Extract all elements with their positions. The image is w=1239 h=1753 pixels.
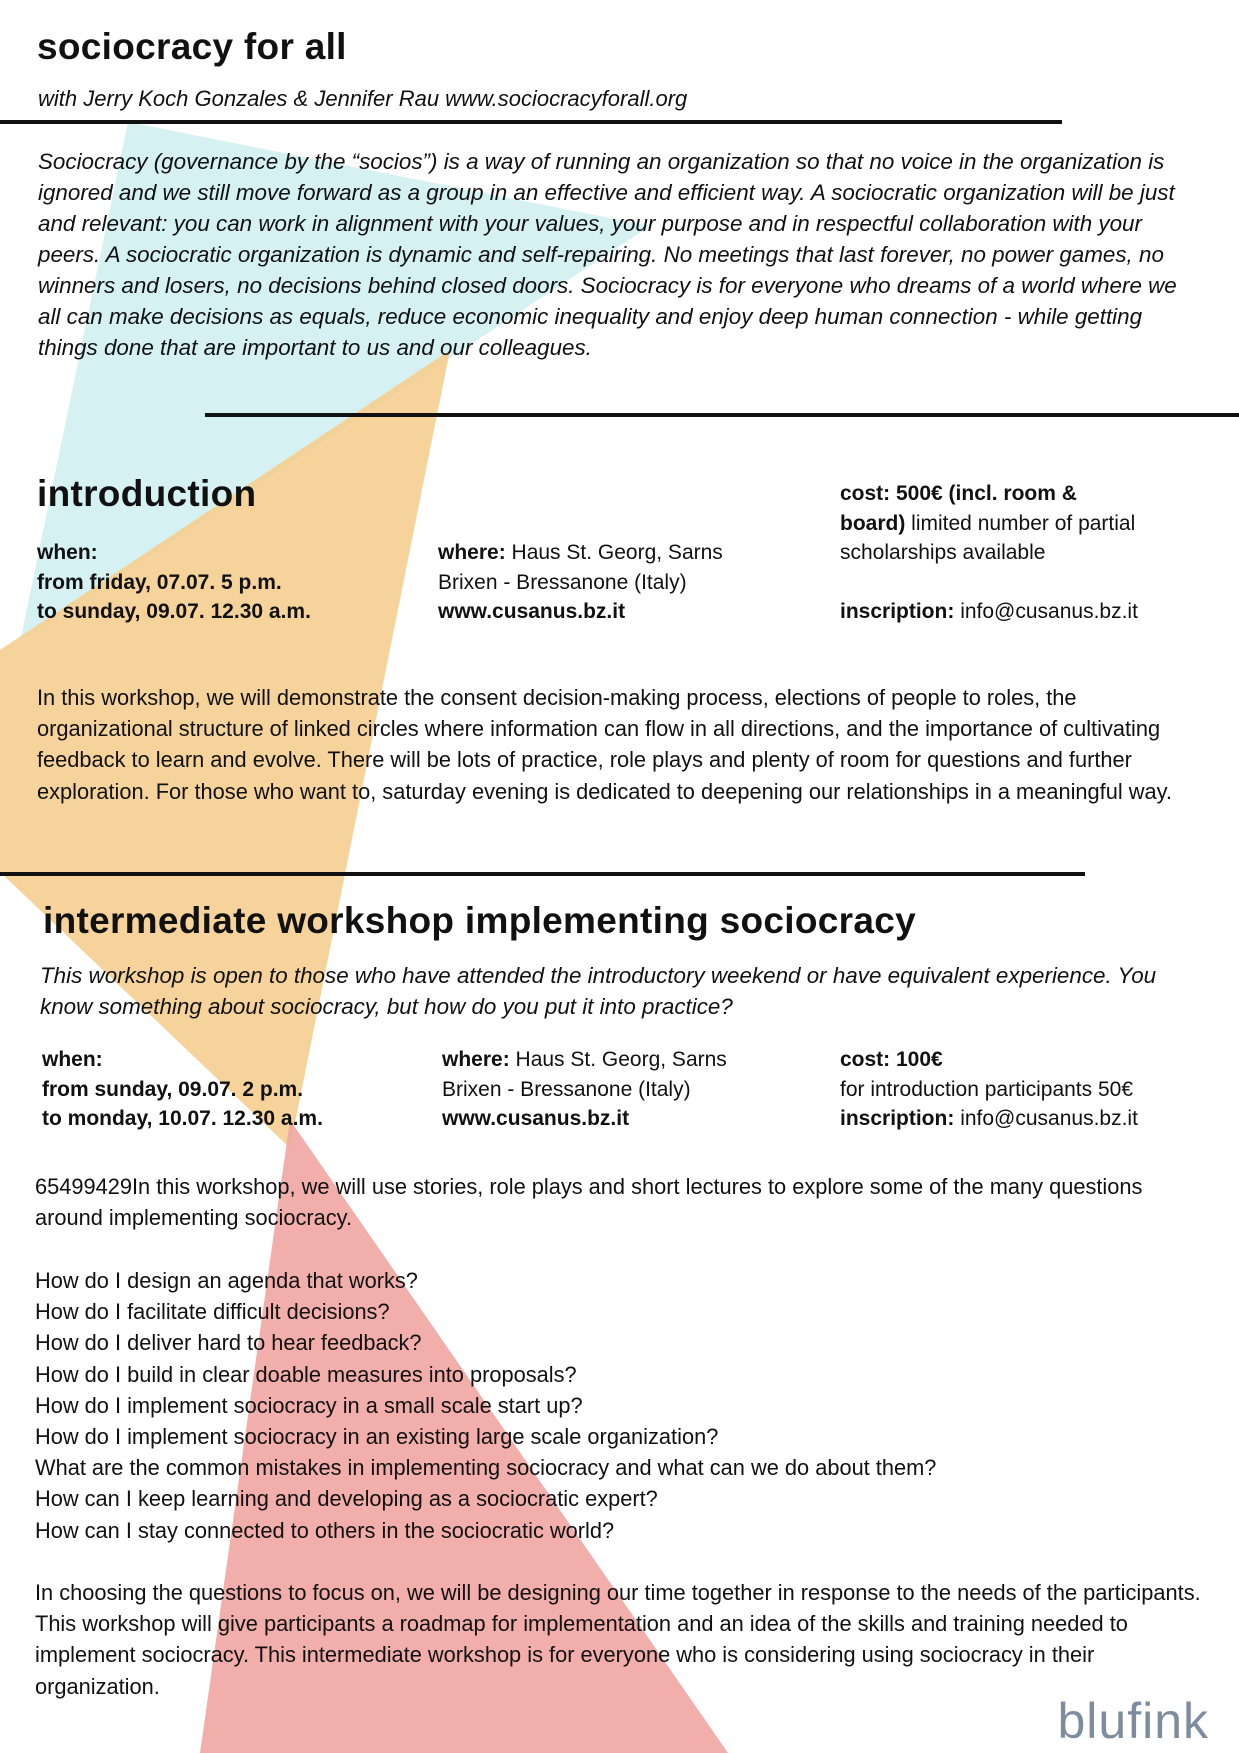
- cost-note: for introduction participants 50€: [840, 1077, 1134, 1101]
- when-label: when:: [37, 541, 98, 564]
- introduction-heading: introduction: [37, 473, 257, 514]
- cost-label: cost: 100€: [840, 1048, 943, 1071]
- list-item: How do I facilitate difficult decisions?: [35, 1299, 390, 1325]
- intermediate-cost: [840, 1045, 1230, 1134]
- introduction-cost: [840, 479, 1220, 627]
- introduction-when: [37, 538, 437, 627]
- where-city: Brixen - Bressanone (Italy): [442, 1077, 691, 1101]
- divider-top: [0, 120, 1062, 124]
- cost-note-1: limited number of partial: [911, 511, 1136, 535]
- where-venue: Haus St. Georg, Sarns: [511, 541, 723, 564]
- inscription-label: inscription:: [840, 600, 955, 623]
- intermediate-subtitle: This workshop is open to those who have attended the introductory weekend or have equivalent experience. You know something about sociocracy, but how do you put it into practice?: [40, 963, 1157, 1019]
- when-to: to monday, 10.07. 12.30 a.m.: [42, 1107, 323, 1130]
- where-city: Brixen - Bressanone (Italy): [438, 570, 687, 594]
- list-item: How can I keep learning and developing as a sociocratic expert?: [35, 1486, 658, 1512]
- inscription-label: inscription:: [840, 1107, 955, 1130]
- intermediate-body-outro: In choosing the questions to focus on, we will be designing our time together in response to the needs of the participants. This workshop will give participants a roadmap for implementation and an idea of the skills and training needed to implement sociocracy. This intermediate workshop is for everyone who is considering using sociocracy in their organization.: [35, 1580, 1201, 1699]
- introduction-body: In this workshop, we will demonstrate the consent decision-making process, elections of people to roles, the organizational structure of linked circles where information can flow in all directions, and the importance of cultivating feedback to learn and evolve. There will be lots of practice, role plays and plenty of room for questions and further exploration. For those who want to, saturday evening is dedicated to deepening our relationships in a meaningful way.: [37, 685, 1172, 804]
- divider-intermediate: [0, 872, 1085, 876]
- where-venue: Haus St. Georg, Sarns: [515, 1048, 727, 1071]
- list-item: How do I deliver hard to hear feedback?: [35, 1330, 422, 1356]
- intermediate-where: [442, 1045, 822, 1134]
- inscription-email[interactable]: info@cusanus.bz.it: [960, 1107, 1138, 1130]
- when-to: to sunday, 09.07. 12.30 a.m.: [37, 600, 311, 623]
- introduction-where: [438, 538, 818, 627]
- sociocracy-description: Sociocracy (governance by the “socios”) is a way of running an organization so that no voice in the organization is ignored and we still move forward as a group in an effective and efficient way. A sociocratic organization will be just and relevant: you can work in alignment with your values, your purpose and in respectful collaboration with your peers. A sociocratic organization is dynamic and self-repairing. No meetings that last forever, no power games, no winners and losers, no decisions behind closed doors. Sociocracy is for everyone who dreams of a world where we all can make decisions as equals, reduce economic inequality and enjoy deep human connection - while getting things done that are important to us and our colleagues.: [38, 149, 1177, 360]
- inscription-email[interactable]: info@cusanus.bz.it: [960, 600, 1138, 623]
- byline: with Jerry Koch Gonzales & Jennifer Rau www.sociocracyforall.org: [38, 86, 688, 111]
- cost-label: cost: 500€ (incl. room &: [840, 482, 1077, 505]
- list-item: How can I stay connected to others in the sociocratic world?: [35, 1517, 615, 1543]
- list-item: What are the common mistakes in implementing sociocracy and what can we do about them?: [35, 1455, 937, 1481]
- cost-label-board: board): [840, 511, 906, 535]
- brand-logo: blufink: [1057, 1693, 1209, 1749]
- when-from: from friday, 07.07. 5 p.m.: [37, 570, 282, 594]
- where-url[interactable]: www.cusanus.bz.it: [442, 1107, 630, 1130]
- intermediate-body-intro: 65499429In this workshop, we will use stories, role plays and short lectures to explore some of the many questions around implementing sociocracy.: [35, 1174, 1143, 1231]
- intermediate-when: [42, 1045, 442, 1134]
- when-from: from sunday, 09.07. 2 p.m.: [42, 1077, 304, 1101]
- list-item: How do I implement sociocracy in an existing large scale organization?: [35, 1424, 719, 1450]
- cost-note-2: scholarships available: [840, 541, 1046, 564]
- question-list: [35, 1265, 1195, 1546]
- list-item: How do I build in clear doable measures into proposals?: [35, 1361, 577, 1387]
- where-url[interactable]: www.cusanus.bz.it: [438, 600, 626, 623]
- intermediate-heading: intermediate workshop implementing sociocracy: [43, 900, 916, 941]
- where-label: where:: [442, 1048, 510, 1071]
- page-title: sociocracy for all: [37, 26, 347, 67]
- where-label: where:: [438, 541, 506, 564]
- when-label: when:: [42, 1048, 103, 1071]
- list-item: How do I design an agenda that works?: [35, 1268, 418, 1293]
- list-item: How do I implement sociocracy in a small scale start up?: [35, 1392, 583, 1418]
- divider-introduction: [205, 413, 1239, 417]
